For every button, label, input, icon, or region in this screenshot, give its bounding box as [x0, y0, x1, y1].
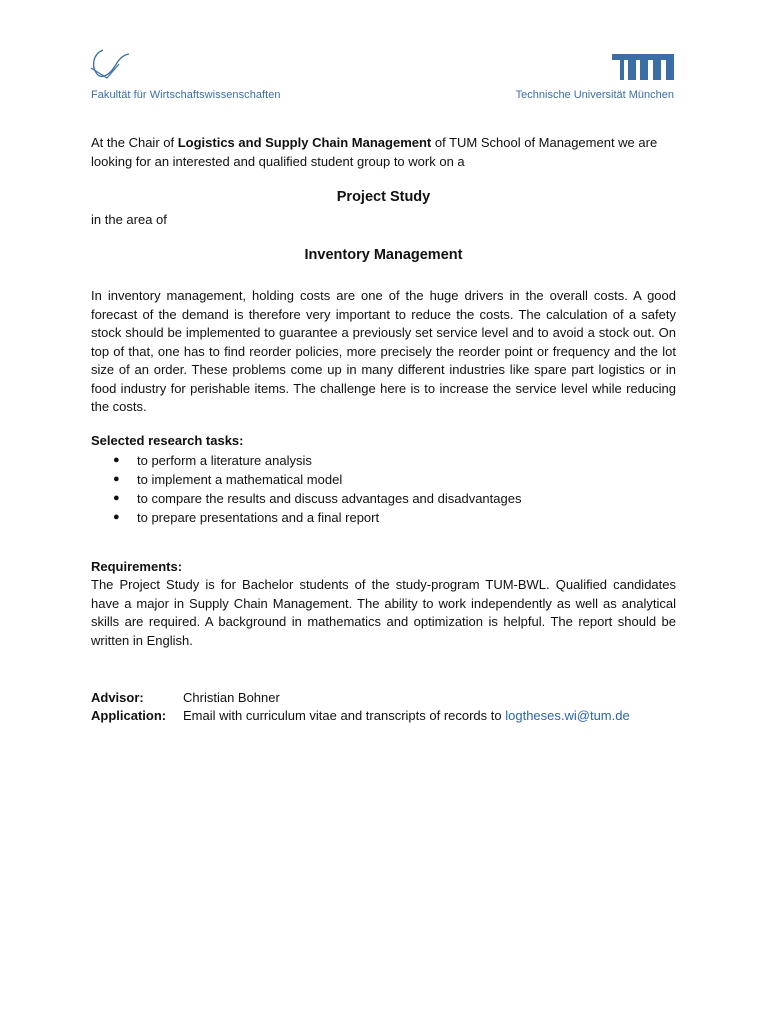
intro-post: of TUM School of Management we are looking for an interested and qualified student group to work on a — [91, 135, 658, 169]
intro-paragraph — [91, 134, 676, 171]
email-link[interactable]: logtheses.wi@tum.de — [505, 708, 630, 723]
topic-heading: Inventory Management — [304, 247, 463, 263]
advisor-name: Christian Bohner — [183, 690, 280, 705]
description-paragraph: In inventory management, holding costs are one of the huge drivers in the overall costs. A good forecast of the demand is therefore very important to reduce the costs. The calculation of a safety stock should be implemented to guarantee a previously set service level and to avoid a stock out. On top of that, one has to find reorder policies, more precisely the reorder point or frequency and the lot size of an order. These problems come up in many different industries like spare part logistics or in food industry for perishable items. The challenge here is to increase the service level while reducing the costs. — [91, 288, 676, 414]
task-text: to compare the results and discuss advantages and disadvantages — [137, 491, 522, 506]
tasks-list — [91, 451, 676, 527]
bullet-icon: ● — [113, 473, 120, 485]
list-item — [91, 470, 676, 489]
area-label: in the area of — [91, 212, 167, 227]
tum-logo-icon — [612, 54, 674, 80]
application-row — [91, 707, 676, 725]
intro-pre: At the Chair of — [91, 135, 178, 150]
bullet-icon: ● — [113, 511, 120, 523]
requirements-text: The Project Study is for Bachelor students of the study-program TUM-BWL. Qualified candidates have a major in Supply Chain Management. The ability to work independently as well as analytical skills are required. A background in mathematics and optimization is helpful. The report should be written in English. — [91, 577, 676, 648]
application-text: Email with curriculum vitae and transcripts of records to — [183, 708, 506, 723]
application-label: Application: — [91, 708, 167, 723]
task-text: to prepare presentations and a final report — [137, 510, 380, 525]
requirements-title: Requirements: — [91, 559, 183, 574]
project-type-heading: Project Study — [336, 189, 431, 205]
university-name: Technische Universität München — [515, 89, 674, 101]
list-item — [91, 508, 676, 527]
list-item — [91, 489, 676, 508]
chair-name: Logistics and Supply Chain Management — [177, 135, 432, 150]
task-text: to perform a literature analysis — [137, 453, 312, 468]
bullet-icon: ● — [113, 454, 120, 466]
advisor-row — [91, 689, 676, 707]
faculty-swoosh-logo-icon — [89, 46, 133, 82]
bullet-icon: ● — [113, 492, 120, 504]
advisor-label: Advisor: — [91, 690, 144, 705]
faculty-name: Fakultät für Wirtschaftswissenschaften — [91, 89, 281, 101]
task-text: to implement a mathematical model — [137, 472, 343, 487]
list-item — [91, 451, 676, 470]
tasks-title: Selected research tasks: — [91, 433, 244, 448]
